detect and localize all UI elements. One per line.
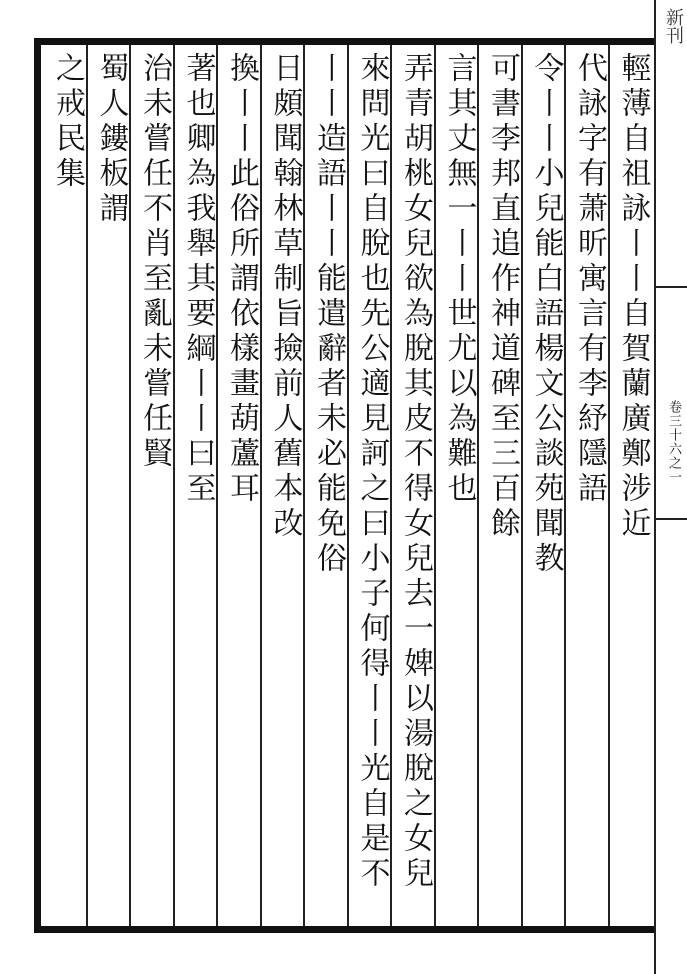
- text-column: 代詠字有萧昕寓言有李紓隱語: [572, 52, 607, 507]
- text-column: 輕薄自祖詠丨丨自賀蘭廣鄭涉近: [615, 52, 651, 542]
- frame-left-border: [34, 38, 41, 933]
- text-column: 言其丈無一丨丨世尤以為難也: [441, 52, 477, 507]
- text-column: 丨丨造語丨丨能遣辭者未必能免俗: [311, 52, 346, 577]
- text-column: 來問光曰自脫也先公適見訶之曰小子何得丨丨光自是不: [354, 52, 390, 892]
- text-column: 弄青胡桃女兒欲為脫其皮不得女兒去一婢以湯脫之女兒: [398, 52, 433, 892]
- frame-top-border: [34, 38, 654, 45]
- text-column: 可書李邦直追作神道碑至三百餘: [485, 52, 520, 542]
- gutter-header: 新刊: [663, 8, 684, 44]
- text-column: 治未嘗任不肖至亂未嘗任賢: [137, 52, 172, 472]
- text-column: 著也卿為我舉其要綱丨丨曰至: [180, 52, 216, 507]
- text-column: 之戒民集: [50, 52, 85, 192]
- frame-bottom-border: [34, 926, 654, 933]
- text-column: 蜀人鏤板謂: [93, 52, 129, 227]
- text-column: 換丨丨此俗所謂依樣畫葫蘆耳: [224, 52, 259, 507]
- text-column: 令丨丨小兒能白語楊文公談苑聞教: [528, 52, 564, 577]
- text-column: 日頗聞翰林草制旨撿前人舊本改: [267, 52, 303, 542]
- gutter-volume-label: 卷三十六之一: [666, 400, 681, 484]
